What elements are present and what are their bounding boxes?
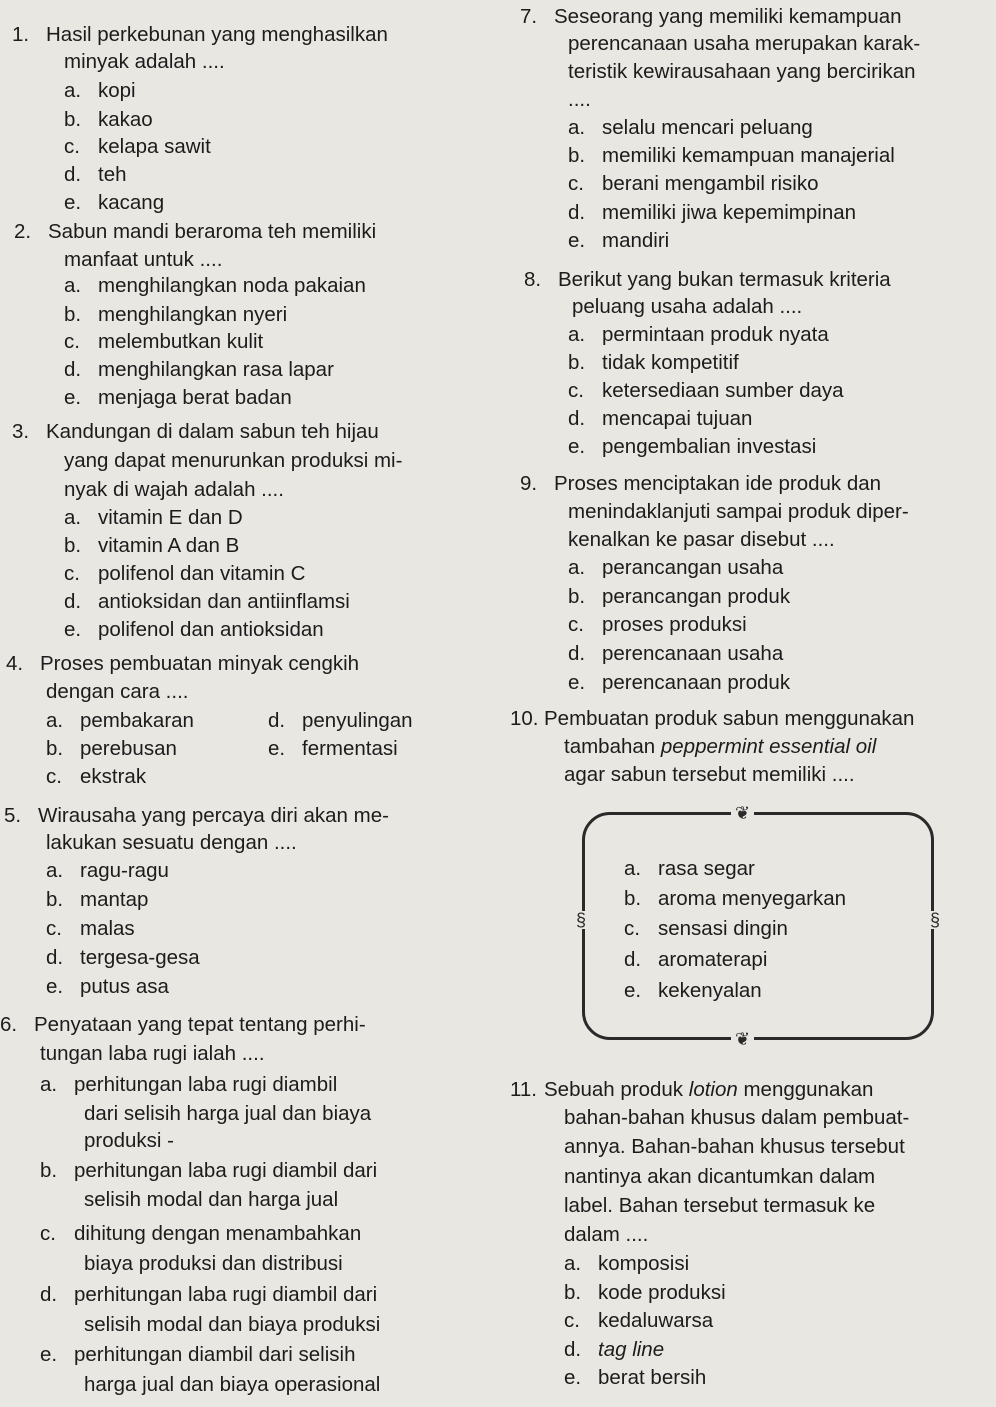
line-text: kakao [98,108,153,131]
line-text: tungan laba rugi ialah .... [40,1042,265,1065]
line-text: proses produksi [602,613,747,636]
question-number: 10. [510,707,539,730]
question-line [520,5,902,29]
line-text: perebusan [80,737,177,760]
option-letter: d. [64,163,82,186]
line-text: Sabun mandi beraroma teh memiliki [48,220,377,243]
option-letter: b. [46,737,64,760]
option-line [46,946,200,970]
option-letter: c. [568,379,584,402]
text-line [64,478,284,502]
option-line [568,407,752,431]
option-line [568,201,856,225]
line-text: putus asa [80,975,169,998]
text-line [84,1373,380,1397]
question-line [14,220,376,244]
text-line [46,680,188,704]
line-text: dari selisih harga jual dan biaya [84,1102,372,1125]
option-line [64,330,263,354]
option-line [564,1281,726,1305]
option-letter: c. [64,135,80,158]
option-line [564,1252,689,1276]
option-letter: d. [40,1283,58,1306]
answer-frame [576,803,940,1049]
option-letter: c. [564,1309,580,1332]
line-text: mencapai tujuan [602,407,753,430]
option-letter: a. [568,556,586,579]
line-text: perhitungan laba rugi diambil [74,1073,338,1096]
line-text: Penyataan yang tepat tentang perhi- [34,1013,366,1036]
text-line [84,1188,338,1212]
option-line [46,917,135,941]
text-line [84,1313,380,1337]
option-line [40,1283,377,1307]
line-text: menghilangkan rasa lapar [98,358,334,381]
line-text: Proses menciptakan ide produk dan [554,472,882,495]
line-text: rasa segar [658,857,755,880]
option-letter: c. [40,1222,56,1245]
option-letter: c. [46,765,62,788]
line-text: malas [80,917,135,940]
question-number: 8. [524,268,542,291]
line-text: kekenyalan [658,979,762,1002]
line-text: perencanaan usaha merupakan karak- [568,32,921,55]
option-letter: c. [64,562,80,585]
line-text: memiliki jiwa kepemimpinan [602,201,857,224]
option-letter: c. [568,172,584,195]
line-text: Berikut yang bukan termasuk kriteria [558,268,891,291]
option-line [568,229,669,253]
question-line [510,707,914,731]
line-text: kenalkan ke pasar disebut .... [568,528,835,551]
text-line [64,449,402,473]
line-text: teh [98,163,127,186]
option-line [568,613,747,637]
line-text: pengembalian investasi [602,435,817,458]
line-text: pembakaran [80,709,194,732]
option-letter: a. [64,506,82,529]
line-text: aromaterapi [658,948,768,971]
option-line [64,163,127,187]
text-line [568,32,920,56]
option-line [568,585,790,609]
option-letter: c. [568,613,584,636]
line-text: permintaan produk nyata [602,323,829,346]
frame-ornament-left-icon: § [572,911,590,929]
line-text: penyulingan [302,709,413,732]
text-line [572,295,802,319]
option-letter: b. [568,144,586,167]
option-letter: d. [568,201,586,224]
question-line [0,1013,366,1037]
option-line [64,618,324,642]
option-letter: d. [568,642,586,665]
line-text: perancangan usaha [602,556,784,579]
text-line [564,1106,909,1130]
option-letter: e. [568,671,586,694]
option-line [46,737,177,761]
line-text: Sebuah produk lotion menggunakan [544,1078,874,1101]
line-text: berat bersih [598,1366,707,1389]
option-letter: a. [40,1073,58,1096]
line-text: kopi [98,79,136,102]
line-text: harga jual dan biaya operasional [84,1373,381,1396]
option-line [46,765,146,789]
question-number: 1. [12,23,30,46]
option-line [268,709,413,733]
option-letter: e. [268,737,286,760]
option-line [40,1073,337,1097]
line-text: melembutkan kulit [98,330,264,353]
question-line [524,268,891,292]
line-text: dihitung dengan menambahkan [74,1222,362,1245]
option-letter: e. [64,618,82,641]
option-line [64,135,211,159]
option-letter: c. [64,330,80,353]
question-line [520,472,881,496]
line-text: perencanaan produk [602,671,791,694]
text-line [564,1135,905,1159]
line-text: label. Bahan tersebut termasuk ke [564,1194,876,1217]
line-text: dalam .... [564,1223,649,1246]
question-line [4,804,389,828]
frame-ornament-right-icon: § [926,911,944,929]
option-line [568,435,816,459]
text-line [46,831,297,855]
option-letter: a. [624,857,642,880]
line-text: tambahan peppermint essential oil [564,735,877,758]
option-line [46,975,169,999]
question-line [6,652,359,676]
line-text: tag line [598,1338,665,1361]
option-line [64,386,292,410]
option-letter: a. [64,79,82,102]
option-letter: d. [46,946,64,969]
option-line [64,191,164,215]
option-letter: c. [624,917,640,940]
option-line [568,116,813,140]
line-text: ekstrak [80,765,147,788]
line-text: perhitungan laba rugi diambil dari [74,1283,378,1306]
frame-ornament-bottom-icon: ❦ [731,1030,754,1048]
text-line [564,763,855,787]
option-line [568,556,783,580]
line-text: mandiri [602,229,670,252]
option-line [64,79,136,103]
line-text: Hasil perkebunan yang menghasilkan [46,23,388,46]
text-line [568,528,835,552]
line-text: Pembuatan produk sabun menggunakan [544,707,915,730]
line-text: Kandungan di dalam sabun teh hijau [46,420,379,443]
line-text: ragu-ragu [80,859,169,882]
option-line [40,1222,361,1246]
option-letter: b. [568,351,586,374]
line-text: perhitungan diambil dari selisih [74,1343,356,1366]
line-text: teristik kewirausahaan yang bercirikan [568,60,916,83]
text-line [40,1042,265,1066]
option-letter: b. [624,887,642,910]
line-text: tidak kompetitif [602,351,739,374]
line-text: perencanaan usaha [602,642,784,665]
option-line [40,1343,355,1367]
text-line [84,1129,174,1153]
question-line [12,23,388,47]
option-line [64,590,350,614]
question-number: 2. [14,220,32,243]
question-number: 6. [0,1013,18,1036]
line-text: menghilangkan nyeri [98,303,288,326]
option-letter: a. [568,116,586,139]
line-text: fermentasi [302,737,398,760]
line-text: vitamin E dan D [98,506,243,529]
line-text: sensasi dingin [658,917,788,940]
line-text: perancangan produk [602,585,791,608]
line-text: Proses pembuatan minyak cengkih [40,652,360,675]
option-letter: b. [564,1281,582,1304]
question-number: 4. [6,652,24,675]
line-text: minyak adalah .... [64,50,225,73]
option-line [568,379,844,403]
line-text: nyak di wajah adalah .... [64,478,284,501]
line-text: vitamin A dan B [98,534,240,557]
line-text: bahan-bahan khusus dalam pembuat- [564,1106,910,1129]
option-letter: b. [64,534,82,557]
option-line [568,323,829,347]
line-text: polifenol dan antioksidan [98,618,324,641]
line-text: dengan cara .... [46,680,189,703]
line-text: peluang usaha adalah .... [572,295,803,318]
option-line [564,1338,664,1362]
text-line [564,1194,875,1218]
line-text: nantinya akan dicantumkan dalam [564,1165,876,1188]
option-line [64,506,243,530]
line-text: Seseorang yang memiliki kemampuan [554,5,902,28]
question-number: 5. [4,804,22,827]
option-letter: a. [568,323,586,346]
option-letter: b. [64,303,82,326]
line-text: polifenol dan vitamin C [98,562,306,585]
line-text: .... [568,88,591,111]
text-line [564,1223,648,1247]
text-line [84,1252,343,1276]
line-text: manfaat untuk .... [64,248,223,271]
line-text: berani mengambil risiko [602,172,819,195]
option-letter: a. [46,709,64,732]
text-line [568,88,591,112]
option-letter: e. [624,979,642,1002]
option-line [64,108,153,132]
line-text: kelapa sawit [98,135,211,158]
question-number: 3. [12,420,30,443]
line-text: Wirausaha yang percaya diri akan me- [38,804,389,827]
text-line [564,1165,875,1189]
line-text: selalu mencari peluang [602,116,813,139]
line-text: menindaklanjuti sampai produk diper- [568,500,909,523]
line-text: annya. Bahan-bahan khusus tersebut [564,1135,905,1158]
option-letter: a. [564,1252,582,1275]
line-text: ketersediaan sumber daya [602,379,844,402]
option-line [568,642,783,666]
line-text: menjaga berat badan [98,386,292,409]
text-line [568,60,916,84]
option-letter: b. [568,585,586,608]
text-line [64,50,225,74]
line-text: tergesa-gesa [80,946,200,969]
option-letter: b. [46,888,64,911]
option-letter: e. [40,1343,58,1366]
text-line [568,500,909,524]
line-text: selisih modal dan harga jual [84,1188,339,1211]
option-letter: d. [64,590,82,613]
option-letter: d. [268,709,286,732]
option-line [64,274,366,298]
text-line [84,1102,371,1126]
option-line [46,888,148,912]
option-letter: e. [64,191,82,214]
option-line [268,737,398,761]
option-line [568,144,895,168]
option-letter: d. [624,948,642,971]
option-letter: d. [568,407,586,430]
option-letter: e. [46,975,64,998]
question-number: 9. [520,472,538,495]
option-line [64,562,305,586]
option-line [568,351,739,375]
line-text: mantap [80,888,149,911]
line-text: lakukan sesuatu dengan .... [46,831,297,854]
question-line [12,420,379,444]
option-line [564,1309,713,1333]
question-line [510,1078,873,1102]
option-letter: e. [568,229,586,252]
option-letter: c. [46,917,62,940]
option-letter: e. [564,1366,582,1389]
option-line [568,671,790,695]
option-line [46,859,169,883]
text-line [564,735,876,759]
option-letter: d. [64,358,82,381]
option-line [64,534,239,558]
line-text: kacang [98,191,165,214]
line-text: aroma menyegarkan [658,887,847,910]
text-line [64,248,222,272]
line-text: antioksidan dan antiinflamsi [98,590,350,613]
line-text: komposisi [598,1252,690,1275]
frame-ornament-top-icon: ❦ [731,804,754,822]
option-letter: b. [40,1159,58,1182]
line-text: yang dapat menurunkan produksi mi- [64,449,403,472]
option-letter: e. [568,435,586,458]
option-line [564,1366,706,1390]
option-letter: b. [64,108,82,131]
option-letter: d. [564,1338,582,1361]
option-letter: a. [64,274,82,297]
option-line [40,1159,377,1183]
line-text: memiliki kemampuan manajerial [602,144,895,167]
line-text: selisih modal dan biaya produksi [84,1313,381,1336]
line-text: agar sabun tersebut memiliki .... [564,763,855,786]
line-text: biaya produksi dan distribusi [84,1252,343,1275]
option-line [64,303,287,327]
question-number: 7. [520,5,538,28]
option-line [64,358,334,382]
line-text: perhitungan laba rugi diambil dari [74,1159,378,1182]
question-number: 11. [510,1078,537,1101]
option-letter: e. [64,386,82,409]
line-text: produksi - [84,1129,175,1152]
option-letter: a. [46,859,64,882]
option-line [568,172,818,196]
line-text: kedaluwarsa [598,1309,714,1332]
option-line [46,709,194,733]
line-text: kode produksi [598,1281,726,1304]
line-text: menghilangkan noda pakaian [98,274,366,297]
